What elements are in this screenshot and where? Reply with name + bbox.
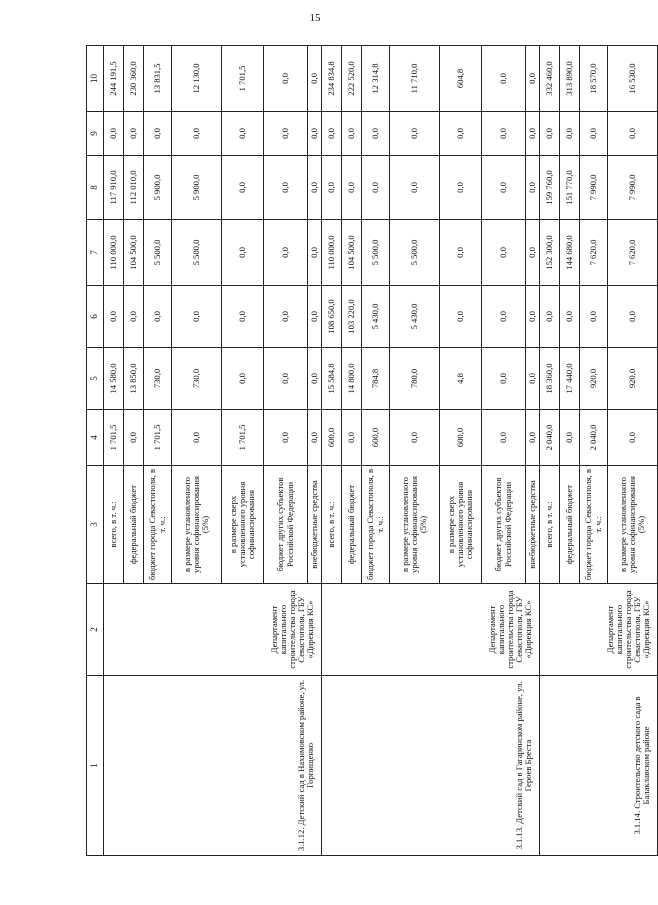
value-cell: 0,0	[362, 156, 390, 220]
funding-source-cell: всего, в т. ч.:	[104, 466, 124, 584]
header-cell: 5	[87, 348, 104, 410]
executor-cell: Департамент капитального строительства города Севастополя, ГБУ «Дирекция КС»	[322, 584, 540, 676]
value-cell: 332 460,0	[540, 46, 560, 112]
object-name-cell: 3.1.14. Строительство детского сада в Балаклавском районе	[540, 676, 658, 856]
header-cell: 8	[87, 156, 104, 220]
value-cell: 14 800,0	[342, 348, 362, 410]
funding-source-cell: внебюджетные средства	[308, 466, 322, 584]
value-cell: 0,0	[362, 112, 390, 156]
funding-source-cell: в размере сверх установленного уровня софинансирования	[222, 466, 264, 584]
funding-source-cell: федеральный бюджет	[342, 466, 362, 584]
value-cell: 5 500,0	[362, 220, 390, 286]
value-cell: 1 701,5	[222, 410, 264, 466]
value-cell: 0,0	[222, 348, 264, 410]
value-cell: 103 220,0	[342, 286, 362, 348]
header-cell: 6	[87, 286, 104, 348]
value-cell: 0,0	[342, 156, 362, 220]
value-cell: 104 500,0	[342, 220, 362, 286]
funding-source-cell: бюджет города Севастополя, в т. ч.:	[144, 466, 172, 584]
value-cell: 0,0	[124, 286, 144, 348]
value-cell: 0,0	[482, 112, 526, 156]
funding-source-cell: бюджет других субъектов Российской Федерации	[264, 466, 308, 584]
value-cell: 159 760,0	[540, 156, 560, 220]
funding-source-cell: федеральный бюджет	[560, 466, 580, 584]
table-row	[540, 46, 560, 856]
value-cell: 17 440,0	[560, 348, 580, 410]
value-cell: 11 710,0	[390, 46, 440, 112]
value-cell: 0,0	[144, 286, 172, 348]
funding-source-cell: всего, в т. ч.:	[322, 466, 342, 584]
value-cell: 0,0	[264, 156, 308, 220]
header-cell: 2	[87, 584, 104, 676]
table-row	[104, 46, 124, 856]
value-cell: 0,0	[264, 112, 308, 156]
value-cell: 920,0	[608, 348, 658, 410]
executor-cell: Департамент капитального строительства города Севастополя, ГБУ «Дирекция КС»	[104, 584, 322, 676]
value-cell: 0,0	[390, 112, 440, 156]
value-cell: 5 900,0	[172, 156, 222, 220]
value-cell: 0,0	[104, 112, 124, 156]
funding-source-cell: бюджет города Севастополя, в т. ч.:	[362, 466, 390, 584]
value-cell: 0,0	[580, 112, 608, 156]
value-cell: 0,0	[440, 112, 482, 156]
value-cell: 600,0	[362, 410, 390, 466]
value-cell: 0,0	[322, 156, 342, 220]
value-cell: 0,0	[440, 156, 482, 220]
value-cell: 0,0	[172, 410, 222, 466]
value-cell: 14 580,0	[104, 348, 124, 410]
value-cell: 151 770,0	[560, 156, 580, 220]
value-cell: 604,8	[440, 46, 482, 112]
value-cell: 0,0	[526, 220, 540, 286]
value-cell: 0,0	[560, 410, 580, 466]
value-cell: 108 650,0	[322, 286, 342, 348]
value-cell: 600,0	[440, 410, 482, 466]
value-cell: 0,0	[580, 286, 608, 348]
value-cell: 0,0	[390, 156, 440, 220]
value-cell: 2 040,0	[580, 410, 608, 466]
value-cell: 18 360,0	[540, 348, 560, 410]
value-cell: 0,0	[482, 348, 526, 410]
value-cell: 0,0	[526, 112, 540, 156]
value-cell: 0,0	[482, 46, 526, 112]
value-cell: 0,0	[264, 220, 308, 286]
value-cell: 144 680,0	[560, 220, 580, 286]
value-cell: 0,0	[222, 112, 264, 156]
value-cell: 0,0	[144, 112, 172, 156]
value-cell: 0,0	[222, 220, 264, 286]
value-cell: 0,0	[308, 348, 322, 410]
funding-source-cell: в размере установленного уровня софинансирования (5%)	[172, 466, 222, 584]
value-cell: 1 701,5	[222, 46, 264, 112]
value-cell: 112 010,0	[124, 156, 144, 220]
value-cell: 0,0	[104, 286, 124, 348]
funding-source-cell: в размере установленного уровня софинансирования (5%)	[390, 466, 440, 584]
value-cell: 0,0	[608, 112, 658, 156]
value-cell: 730,0	[172, 348, 222, 410]
value-cell: 5 500,0	[390, 220, 440, 286]
object-name-cell: 3.1.13. Детский сад в Гагаринском районе, ул. Героев Бреста	[322, 676, 540, 856]
value-cell: 0,0	[322, 112, 342, 156]
value-cell: 0,0	[264, 46, 308, 112]
value-cell: 5 500,0	[144, 220, 172, 286]
value-cell: 12 314,8	[362, 46, 390, 112]
header-row	[87, 46, 104, 856]
value-cell: 0,0	[560, 286, 580, 348]
value-cell: 18 570,0	[580, 46, 608, 112]
table-row	[322, 46, 342, 856]
value-cell: 110 000,0	[104, 220, 124, 286]
value-cell: 5 430,0	[362, 286, 390, 348]
funding-source-cell: в размере установленного уровня софинансирования (5%)	[608, 466, 658, 584]
value-cell: 920,0	[580, 348, 608, 410]
value-cell: 2 040,0	[540, 410, 560, 466]
value-cell: 0,0	[526, 286, 540, 348]
page-number: 15	[309, 12, 321, 24]
value-cell: 0,0	[526, 46, 540, 112]
value-cell: 0,0	[526, 156, 540, 220]
value-cell: 13 850,0	[124, 348, 144, 410]
value-cell: 0,0	[308, 286, 322, 348]
value-cell: 0,0	[308, 46, 322, 112]
value-cell: 152 300,0	[540, 220, 560, 286]
value-cell: 0,0	[440, 220, 482, 286]
executor-cell: Департамент капитального строительства города Севастополя, ГБУ «Дирекция КС»	[540, 584, 658, 676]
funding-source-cell: в размере сверх установленного уровня софинансирования	[440, 466, 482, 584]
funding-source-cell: федеральный бюджет	[124, 466, 144, 584]
value-cell: 730,0	[144, 348, 172, 410]
value-cell: 0,0	[390, 410, 440, 466]
value-cell: 234 834,8	[322, 46, 342, 112]
header-cell: 3	[87, 466, 104, 584]
funding-source-cell: внебюджетные средства	[526, 466, 540, 584]
value-cell: 244 191,5	[104, 46, 124, 112]
value-cell: 222 520,0	[342, 46, 362, 112]
value-cell: 0,0	[526, 410, 540, 466]
value-cell: 0,0	[172, 286, 222, 348]
value-cell: 0,0	[526, 348, 540, 410]
value-cell: 7 990,0	[580, 156, 608, 220]
value-cell: 0,0	[440, 286, 482, 348]
value-cell: 0,0	[172, 112, 222, 156]
value-cell: 7 620,0	[580, 220, 608, 286]
value-cell: 0,0	[482, 410, 526, 466]
value-cell: 5 500,0	[172, 220, 222, 286]
value-cell: 0,0	[608, 286, 658, 348]
value-cell: 7 990,0	[608, 156, 658, 220]
value-cell: 5 900,0	[144, 156, 172, 220]
value-cell: 0,0	[608, 410, 658, 466]
funding-source-cell: бюджет города Севастополя, в т. ч.:	[580, 466, 608, 584]
value-cell: 5 430,0	[390, 286, 440, 348]
budget-table	[86, 45, 658, 856]
header-cell: 10	[87, 46, 104, 112]
funding-source-cell: бюджет других субъектов Российской Федерации	[482, 466, 526, 584]
value-cell: 0,0	[264, 286, 308, 348]
value-cell: 4,8	[440, 348, 482, 410]
value-cell: 0,0	[342, 410, 362, 466]
value-cell: 12 130,0	[172, 46, 222, 112]
value-cell: 104 500,0	[124, 220, 144, 286]
value-cell: 0,0	[124, 112, 144, 156]
value-cell: 0,0	[264, 410, 308, 466]
rotated-table-container	[86, 46, 651, 856]
value-cell: 0,0	[308, 112, 322, 156]
header-cell: 1	[87, 676, 104, 856]
value-cell: 313 890,0	[560, 46, 580, 112]
value-cell: 0,0	[540, 286, 560, 348]
value-cell: 0,0	[308, 220, 322, 286]
value-cell: 13 831,5	[144, 46, 172, 112]
value-cell: 1 701,5	[104, 410, 124, 466]
value-cell: 230 360,0	[124, 46, 144, 112]
value-cell: 16 530,0	[608, 46, 658, 112]
value-cell: 0,0	[540, 112, 560, 156]
value-cell: 15 584,8	[322, 348, 342, 410]
header-cell: 9	[87, 112, 104, 156]
value-cell: 784,8	[362, 348, 390, 410]
value-cell: 0,0	[482, 156, 526, 220]
value-cell: 7 620,0	[608, 220, 658, 286]
value-cell: 0,0	[308, 410, 322, 466]
value-cell: 780,0	[390, 348, 440, 410]
header-cell: 7	[87, 220, 104, 286]
value-cell: 0,0	[482, 286, 526, 348]
value-cell: 117 910,0	[104, 156, 124, 220]
value-cell: 600,0	[322, 410, 342, 466]
header-cell: 4	[87, 410, 104, 466]
value-cell: 0,0	[482, 220, 526, 286]
funding-source-cell: всего, в т. ч.:	[540, 466, 560, 584]
value-cell: 110 000,0	[322, 220, 342, 286]
value-cell: 1 701,5	[144, 410, 172, 466]
value-cell: 0,0	[560, 112, 580, 156]
value-cell: 0,0	[264, 348, 308, 410]
value-cell: 0,0	[222, 156, 264, 220]
value-cell: 0,0	[308, 156, 322, 220]
value-cell: 0,0	[124, 410, 144, 466]
value-cell: 0,0	[222, 286, 264, 348]
object-name-cell: 3.1.12. Детский сад в Нахимовском районе, ул. Горпищенко	[104, 676, 322, 856]
value-cell: 0,0	[342, 112, 362, 156]
